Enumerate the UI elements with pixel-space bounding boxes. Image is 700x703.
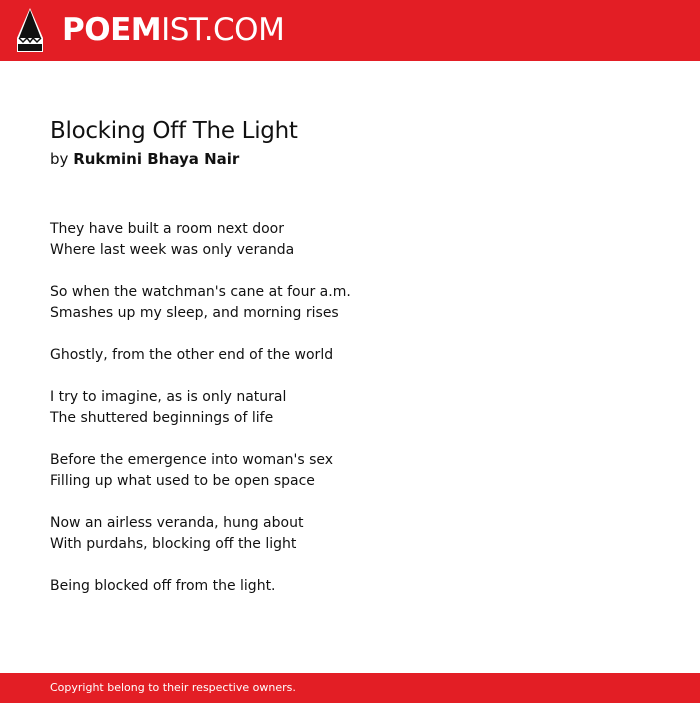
- site-header: [0, 0, 700, 61]
- poem-line: They have built a room next door: [50, 221, 284, 237]
- poem-byline: [50, 149, 239, 169]
- logo-light-text: IST.COM: [161, 12, 285, 48]
- poem-line: So when the watchman's cane at four a.m.: [50, 284, 351, 300]
- pencil-tip-icon: [17, 8, 43, 52]
- poem-line: Where last week was only veranda: [50, 242, 295, 258]
- by-label: by: [50, 150, 69, 168]
- stanza: [50, 387, 650, 429]
- poem-author: Rukmini Bhaya Nair: [73, 150, 240, 168]
- stanza: [50, 513, 650, 555]
- poem-line: I try to imagine, as is only natural: [50, 389, 287, 405]
- poem-line: Ghostly, from the other end of the world: [50, 347, 334, 363]
- stanza: [50, 345, 650, 366]
- site-logo-link[interactable]: [62, 12, 284, 48]
- poem-line: Smashes up my sleep, and morning rises: [50, 305, 339, 321]
- poem-line: Filling up what used to be open space: [50, 473, 315, 489]
- poem-body: [50, 219, 650, 618]
- logo-bold-text: POEM: [62, 12, 162, 48]
- poem-line: Before the emergence into woman's sex: [50, 452, 334, 468]
- poem-line: The shuttered beginnings of life: [50, 410, 274, 426]
- poem-line: Now an airless veranda, hung about: [50, 515, 304, 531]
- stanza: [50, 219, 650, 261]
- poem-line: Being blocked off from the light.: [50, 578, 276, 594]
- site-footer: [0, 673, 700, 703]
- stanza: [50, 576, 650, 597]
- poem-title: Blocking Off The Light: [50, 118, 298, 144]
- copyright-text: Copyright belong to their respective owners.: [50, 681, 296, 694]
- poem-line: With purdahs, blocking off the light: [50, 536, 297, 552]
- stanza: [50, 450, 650, 492]
- stanza: [50, 282, 650, 324]
